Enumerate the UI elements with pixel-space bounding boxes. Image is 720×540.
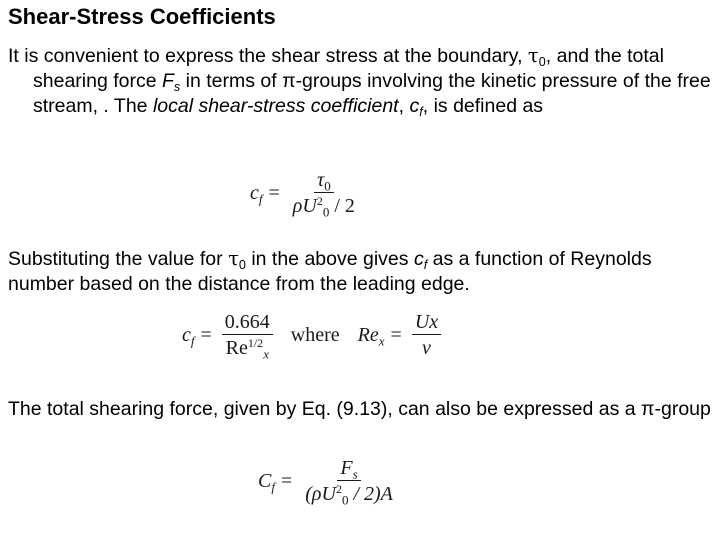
eq1-equals: =	[268, 182, 280, 204]
slide-title: Shear-Stress Coefficients	[8, 4, 276, 29]
intro-paragraph	[8, 43, 714, 119]
intro-text-2: , and the total shearing force	[33, 45, 664, 92]
sub-text-3: as a function of Reynolds number based on the distance from the leading edge.	[8, 248, 652, 295]
eq2-re: Re	[357, 324, 379, 346]
eq3-fraction	[302, 457, 396, 508]
eq2-lhs-sub: f	[190, 333, 195, 349]
eq2-fraction	[222, 311, 273, 362]
force-subscript: s	[173, 79, 181, 94]
eq3-denominator-sup: 2	[335, 481, 342, 496]
sub-text-2: in the above gives	[245, 248, 414, 270]
force-symbol: F	[162, 70, 174, 92]
tau-subscript-2: 0	[238, 257, 246, 272]
cf-symbol-2: c	[413, 248, 424, 270]
eq2-lhs: c	[182, 324, 191, 346]
eq2-numerator: 0.664	[222, 312, 273, 335]
eq3-denominator-a: (ρU	[305, 483, 336, 505]
sub-text-1: Substituting the value for	[8, 248, 229, 270]
eq3-lhs: C	[258, 470, 272, 492]
eq1-denominator-sup: 2	[316, 193, 323, 208]
eq2-equals: =	[200, 324, 212, 346]
substitution-paragraph	[8, 246, 714, 297]
total-force-paragraph: The total shearing force, given by Eq. (9.13), can also be expressed as a π-group	[8, 398, 711, 420]
eq3-numerator-sub: s	[352, 466, 358, 482]
equation-total-shear-coefficient	[258, 457, 400, 508]
eq2-fraction-2	[412, 312, 441, 359]
eq1-denominator-b: / 2	[329, 195, 355, 217]
eq3-denominator-b: / 2)A	[348, 483, 393, 505]
intro-text-4: ,	[398, 95, 410, 117]
cf-subscript: f	[419, 104, 423, 119]
tau-subscript: 0	[538, 54, 546, 69]
cf-symbol: c	[409, 95, 420, 117]
eq3-equals: =	[280, 470, 293, 492]
eq1-numerator: τ	[317, 169, 325, 191]
eq2-denominator-sup: 1/2	[247, 335, 264, 350]
intro-text-5: , is defined as	[422, 95, 544, 117]
intro-text-1: It is convenient to express the shear stress at the boundary,	[8, 45, 528, 67]
eq1-numerator-sub: 0	[324, 178, 331, 194]
equation-cf-reynolds	[182, 311, 445, 362]
eq3-lhs-sub: f	[271, 479, 275, 495]
emphasis-term: local shear-stress coefficient	[152, 95, 399, 117]
tau-symbol-2: τ	[228, 247, 239, 270]
eq2-where: where	[290, 324, 340, 346]
equation-cf-definition	[250, 169, 362, 220]
tau-symbol: τ	[527, 44, 539, 67]
eq1-lhs: c	[250, 182, 259, 204]
eq2-denominator-sub: x	[263, 346, 269, 362]
eq2-numerator-2: Ux	[412, 312, 441, 335]
eq2-denominator-2: ν	[422, 337, 431, 359]
cf-subscript-2: f	[423, 257, 428, 272]
eq1-lhs-sub: f	[258, 191, 263, 207]
eq1-denominator-a: ρU	[292, 195, 317, 217]
eq3-denominator-sub: 0	[341, 492, 349, 508]
eq1-denominator-sub: 0	[322, 204, 330, 220]
eq2-re-sub: x	[378, 333, 385, 349]
eq2-equals-2: =	[390, 324, 402, 346]
eq3-numerator: F	[340, 457, 353, 479]
eq1-fraction	[290, 169, 358, 220]
intro-text-3: in terms of π-groups involving the kinetic pressure of the free stream, . The	[33, 70, 711, 117]
eq2-denominator: Re	[225, 337, 248, 359]
